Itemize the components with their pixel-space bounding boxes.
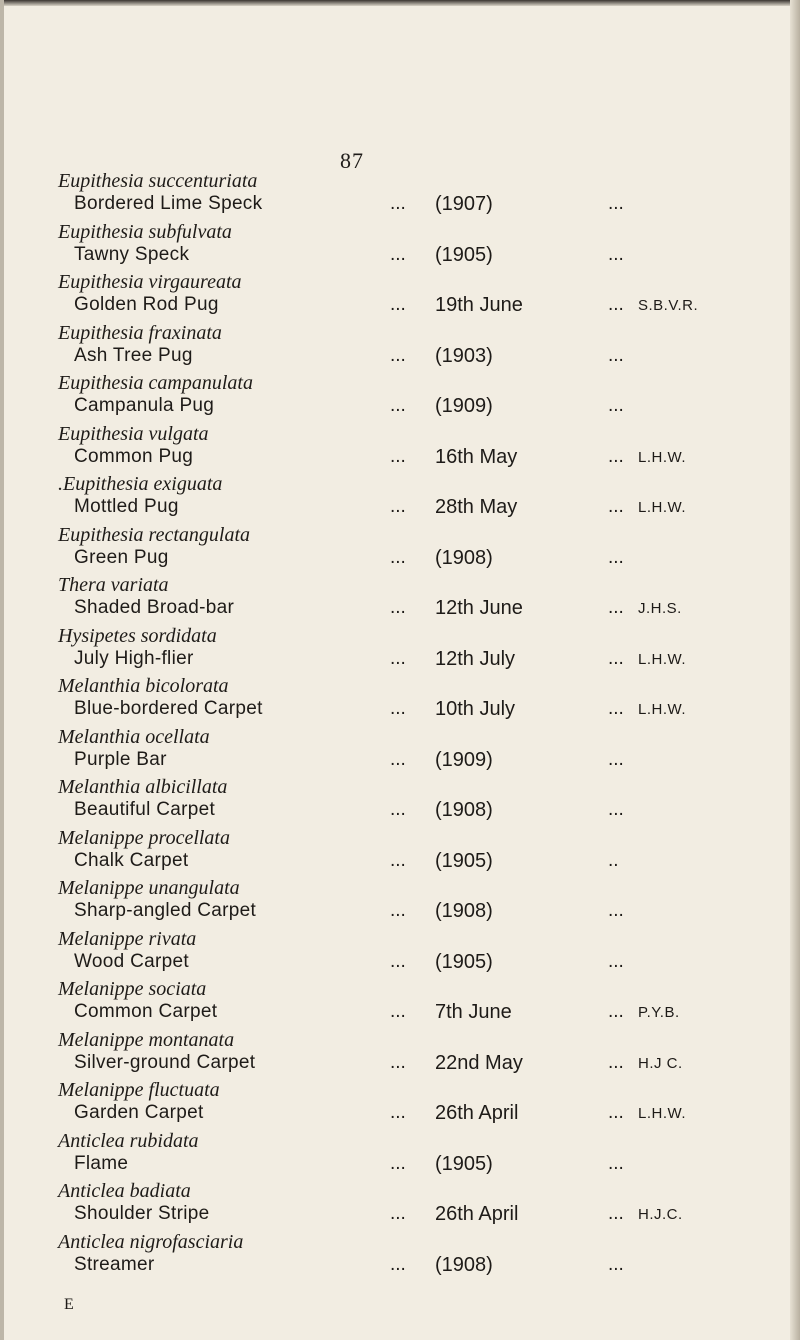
species-entry [58, 675, 778, 726]
leader-dots: ... [390, 193, 406, 214]
species-entry [58, 928, 778, 979]
leader-dots: ... [390, 900, 406, 921]
leader-dots: ... [608, 193, 624, 214]
scientific-name: Eupithesia vulgata [58, 422, 209, 445]
species-entry [58, 221, 778, 272]
record-date: (1905) [435, 1152, 493, 1175]
leader-dots: ... [608, 1102, 624, 1123]
common-name: Shoulder Stripe [74, 1203, 210, 1224]
scientific-name: Melanthia albicillata [58, 776, 228, 798]
species-entry [58, 1079, 778, 1130]
scientific-name: Eupithesia campanulata [58, 372, 253, 394]
common-name: Common Carpet [74, 1001, 218, 1022]
record-date: (1909) [435, 748, 493, 771]
leader-dots: ... [390, 799, 406, 820]
record-date: (1905) [435, 243, 493, 266]
record-date: (1907) [435, 193, 493, 215]
recorder-initials: J.H.S. [638, 600, 682, 617]
common-name: July High-flier [74, 647, 194, 669]
recorder-initials: L.H.W. [638, 499, 687, 516]
leader-dots: ... [608, 950, 624, 972]
page-right-edge [790, 0, 800, 1340]
leader-dots: ... [390, 1051, 406, 1073]
common-name: Green Pug [74, 546, 169, 568]
species-entry [58, 1029, 778, 1080]
page-left-edge [0, 0, 4, 1340]
record-date: 26th April [435, 1203, 519, 1225]
species-entry [58, 322, 778, 373]
leader-dots: ... [608, 647, 624, 669]
scientific-name: Melanthia bicolorata [58, 675, 229, 697]
species-entry [58, 1130, 778, 1181]
scientific-name: Eupithesia fraxinata [58, 321, 222, 344]
leader-dots: ... [608, 698, 624, 719]
leader-dots: ... [390, 748, 406, 770]
common-name: Sharp-angled Carpet [74, 900, 257, 921]
leader-dots: ... [390, 294, 406, 315]
record-date: (1903) [435, 344, 493, 367]
record-date: (1908) [435, 546, 493, 569]
species-entry [58, 473, 778, 524]
common-name: Chalk Carpet [74, 849, 189, 871]
species-entry [58, 372, 778, 423]
common-name: Garden Carpet [74, 1102, 204, 1123]
record-date: 26th April [435, 1102, 519, 1124]
species-entry [58, 776, 778, 827]
recorder-initials: L.H.W. [638, 650, 687, 668]
record-date: 7th June [435, 1001, 512, 1023]
scientific-name: Anticlea rubidata [58, 1129, 199, 1152]
recorder-initials: L.H.W. [638, 448, 687, 466]
scientific-name: Eupithesia subfulvata [58, 220, 232, 243]
record-date: (1908) [435, 900, 493, 922]
common-name: Golden Rod Pug [74, 294, 219, 315]
species-entry [58, 1231, 778, 1282]
record-date: 28th May [435, 496, 518, 518]
leader-dots: ... [608, 344, 624, 366]
leader-dots: ... [608, 1001, 624, 1022]
recorder-initials: S.B.V.R. [638, 297, 699, 314]
page-top-edge [0, 0, 800, 6]
record-date: (1908) [435, 799, 493, 821]
leader-dots: ... [390, 243, 406, 265]
leader-dots: ... [390, 647, 406, 669]
leader-dots: ... [390, 849, 406, 871]
leader-dots: ... [608, 1051, 624, 1073]
recorder-initials: H.J C. [638, 1054, 683, 1072]
leader-dots: ... [390, 1203, 406, 1224]
leader-dots: .. [608, 849, 619, 871]
species-entry [58, 978, 778, 1029]
record-date: (1905) [435, 950, 493, 973]
species-entry [58, 625, 778, 676]
scientific-name: Melanippe sociata [58, 978, 207, 1000]
scientific-name: Thera variata [58, 574, 169, 596]
record-date: 12th June [435, 597, 523, 619]
species-list [58, 170, 778, 1281]
scientific-name: Melanthia ocellata [58, 725, 210, 748]
common-name: Blue-bordered Carpet [74, 698, 263, 719]
leader-dots: ... [390, 344, 406, 366]
leader-dots: ... [608, 799, 624, 820]
common-name: Purple Bar [74, 748, 167, 770]
species-entry [58, 574, 778, 625]
leader-dots: ... [608, 546, 624, 568]
leader-dots: ... [608, 1253, 624, 1275]
species-entry [58, 877, 778, 928]
scientific-name: Melanippe procellata [58, 826, 230, 849]
recorder-initials: L.H.W. [638, 701, 687, 718]
common-name: Ash Tree Pug [74, 344, 193, 366]
leader-dots: ... [390, 395, 406, 416]
signature-mark: E [64, 1296, 74, 1313]
recorder-initials: P.Y.B. [638, 1004, 680, 1021]
scientific-name: Eupithesia rectangulata [58, 523, 251, 546]
common-name: Shaded Broad-bar [74, 597, 235, 618]
leader-dots: ... [608, 748, 624, 770]
scientific-name: Hysipetes sordidata [58, 624, 217, 647]
species-entry [58, 726, 778, 777]
common-name: Flame [74, 1152, 129, 1174]
species-entry [58, 271, 778, 322]
leader-dots: ... [608, 395, 624, 416]
common-name: Campanula Pug [74, 395, 215, 416]
scientific-name: Melanippe montanata [58, 1028, 235, 1051]
leader-dots: ... [608, 1203, 624, 1224]
page-number: 87 [340, 148, 364, 173]
scientific-name: Anticlea nigrofasciaria [58, 1230, 244, 1253]
scientific-name: .Eupithesia exiguata [58, 473, 223, 495]
leader-dots: ... [608, 597, 624, 618]
record-date: (1909) [435, 395, 493, 417]
leader-dots: ... [608, 496, 624, 517]
leader-dots: ... [390, 1102, 406, 1123]
leader-dots: ... [390, 445, 406, 467]
leader-dots: ... [390, 950, 406, 972]
record-date: 12th July [435, 647, 516, 670]
species-entry [58, 170, 778, 221]
record-date: 22nd May [435, 1051, 523, 1074]
common-name: Silver-ground Carpet [74, 1051, 256, 1073]
common-name: Mottled Pug [74, 496, 179, 517]
leader-dots: ... [390, 698, 406, 719]
common-name: Beautiful Carpet [74, 799, 216, 820]
record-date: 10th July [435, 698, 516, 720]
leader-dots: ... [390, 546, 406, 568]
scientific-name: Melanippe fluctuata [58, 1079, 220, 1101]
leader-dots: ... [608, 294, 624, 315]
leader-dots: ... [608, 243, 624, 265]
leader-dots: ... [390, 496, 406, 517]
scientific-name: Anticlea badiata [58, 1180, 191, 1202]
record-date: 16th May [435, 445, 518, 468]
species-entry [58, 524, 778, 575]
recorder-initials: H.J.C. [638, 1206, 683, 1223]
common-name: Wood Carpet [74, 950, 189, 972]
record-date: 19th June [435, 294, 523, 316]
scientific-name: Eupithesia succenturiata [58, 170, 258, 192]
leader-dots: ... [390, 1152, 406, 1174]
species-entry [58, 1180, 778, 1231]
record-date: (1905) [435, 849, 493, 872]
leader-dots: ... [608, 1152, 624, 1174]
scientific-name: Melanippe unangulata [58, 877, 240, 899]
species-entry [58, 827, 778, 878]
leader-dots: ... [390, 1253, 406, 1275]
leader-dots: ... [608, 445, 624, 467]
leader-dots: ... [390, 1001, 406, 1022]
record-date: (1908) [435, 1253, 493, 1276]
recorder-initials: L.H.W. [638, 1105, 687, 1122]
species-entry [58, 423, 778, 474]
common-name: Tawny Speck [74, 243, 190, 265]
leader-dots: ... [390, 597, 406, 618]
leader-dots: ... [608, 900, 624, 921]
common-name: Streamer [74, 1253, 155, 1275]
scientific-name: Melanippe rivata [58, 927, 197, 950]
common-name: Bordered Lime Speck [74, 193, 263, 214]
common-name: Common Pug [74, 445, 194, 467]
scientific-name: Eupithesia virgaureata [58, 271, 242, 293]
